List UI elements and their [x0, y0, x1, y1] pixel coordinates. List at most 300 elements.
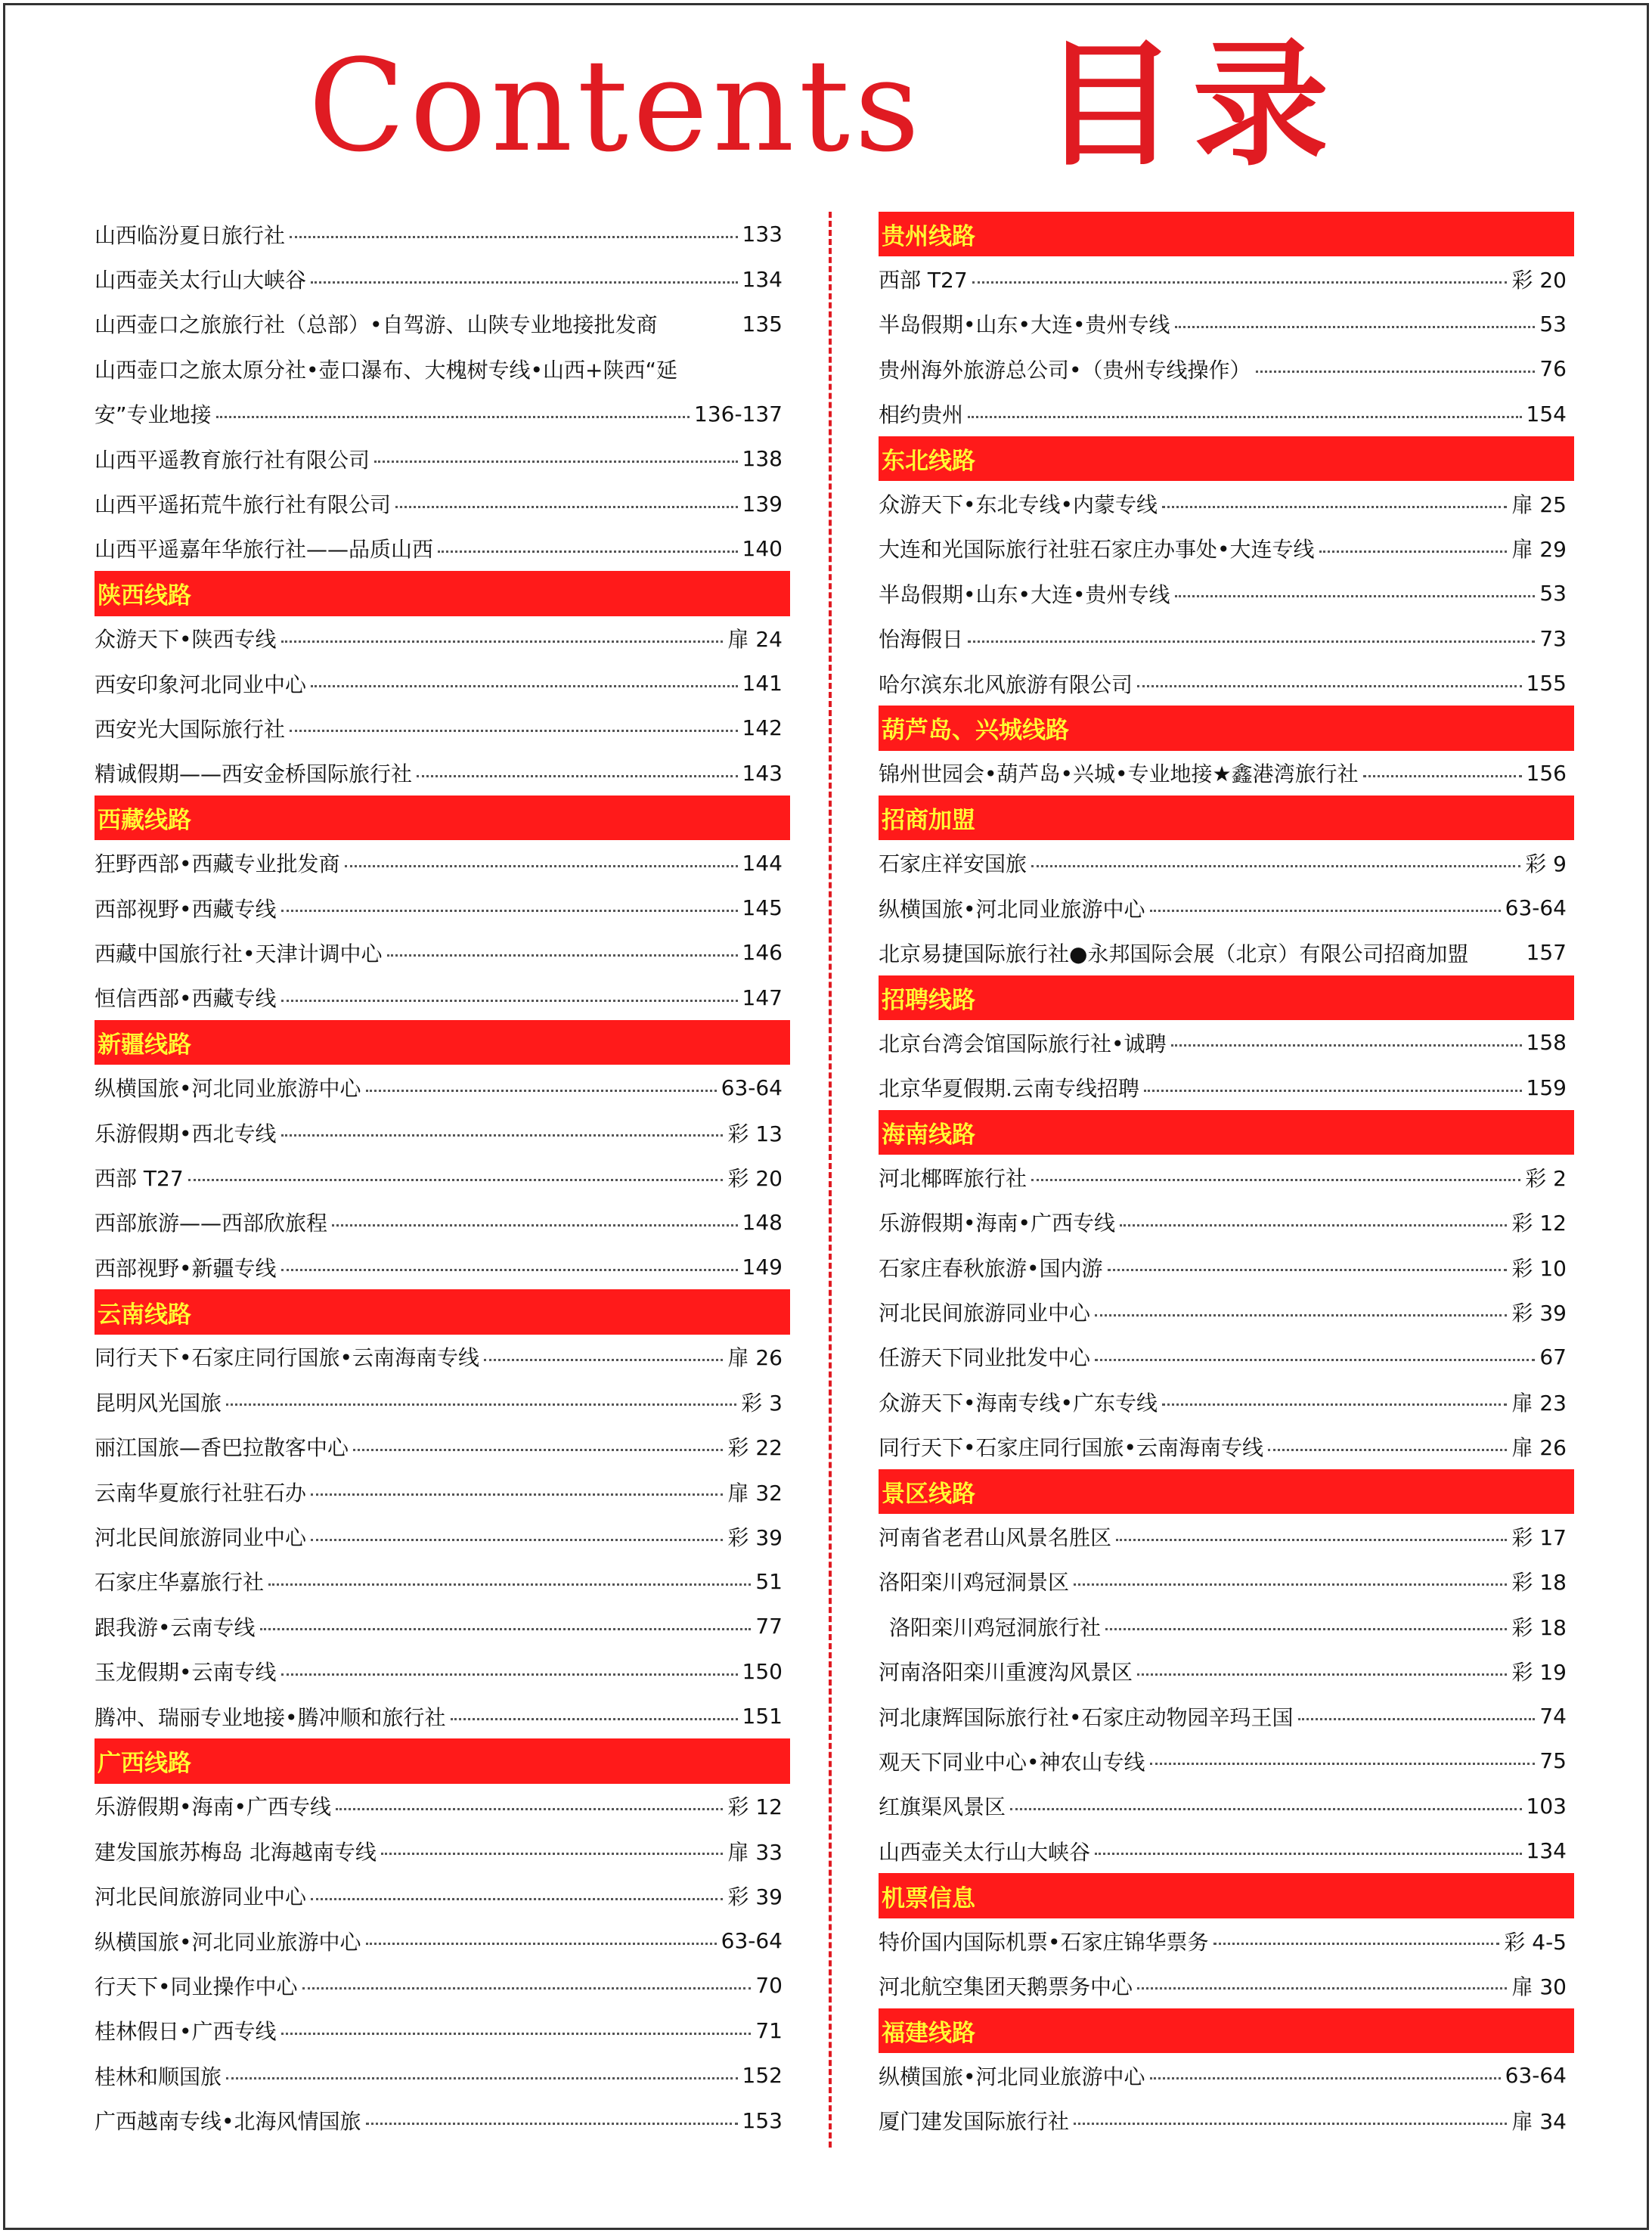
entry-title: 山西临汾夏日旅行社 [95, 222, 286, 248]
leader-dots [216, 416, 690, 418]
toc-entry[interactable] [879, 1694, 1567, 1738]
entry-page: 67 [1539, 1344, 1567, 1369]
toc-entry[interactable] [95, 1065, 783, 1109]
toc-entry[interactable] [95, 256, 783, 301]
entry-title: 特价国内国际机票•石家庄锦华票务 [879, 1929, 1209, 1955]
entry-title: 石家庄华嘉旅行社 [95, 1570, 265, 1596]
entry-title: 乐游假期•海南•广西专线 [95, 1794, 332, 1820]
entry-title: 纵横国旅•河北同业旅游中心 [879, 896, 1145, 922]
leader-dots [387, 954, 738, 957]
entry-page: 彩 39 [1511, 1301, 1567, 1326]
leader-dots [226, 2077, 738, 2079]
toc-entry[interactable] [95, 1918, 783, 1963]
leader-dots [345, 865, 738, 867]
leader-dots [281, 1269, 738, 1271]
leader-dots [1105, 1628, 1507, 1630]
entry-page: 53 [1539, 311, 1567, 337]
leader-dots [1175, 326, 1536, 328]
entry-page: 71 [755, 2017, 783, 2043]
entry-page: 扉 34 [1511, 2109, 1567, 2135]
entry-page: 145 [742, 895, 783, 921]
leader-dots [1137, 1673, 1507, 1676]
toc-entry[interactable] [95, 661, 783, 706]
toc-entry[interactable] [95, 751, 783, 796]
toc-entry[interactable] [95, 1694, 783, 1738]
entry-title: 河北航空集团天鹅票务中心 [879, 1974, 1133, 1999]
leader-dots [353, 1449, 723, 1451]
toc-entry[interactable] [95, 616, 783, 661]
leader-dots [451, 1718, 738, 1720]
entry-page: 彩 39 [727, 1884, 783, 1910]
toc-entry[interactable] [879, 1020, 1567, 1065]
leader-dots [366, 2123, 738, 2125]
entry-page: 彩 12 [1511, 1211, 1567, 1236]
entry-title: 精诚假期——西安金桥国际旅行社 [95, 761, 413, 787]
toc-entry[interactable] [879, 346, 1567, 391]
entry-title: 相约贵州 [879, 402, 964, 428]
entry-page: 彩 18 [1511, 1570, 1567, 1596]
toc-right-column [879, 212, 1567, 2143]
entry-page: 156 [1526, 760, 1567, 786]
leader-dots [1268, 1449, 1507, 1451]
entry-page: 扉 26 [1511, 1435, 1567, 1461]
entry-page: 扉 29 [1511, 537, 1567, 563]
entry-title: 大连和光国际旅行社驻石家庄办事处•大连专线 [879, 537, 1315, 563]
section-heading: 贵州线路 [879, 212, 1574, 256]
entry-page: 135 [742, 311, 783, 337]
entry-title: 西安光大国际旅行社 [95, 716, 286, 742]
entry-page: 133 [742, 222, 783, 247]
entry-page: 140 [742, 535, 783, 561]
entry-title: 石家庄春秋旅游•国内游 [879, 1255, 1103, 1281]
leader-dots [1137, 1987, 1507, 1990]
leader-dots [438, 550, 738, 553]
toc-entry[interactable] [879, 2053, 1567, 2098]
title-english: Contents [308, 32, 925, 180]
entry-title: 河北康辉国际旅行社•石家庄动物园辛玛王国 [879, 1704, 1294, 1730]
leader-dots [1162, 506, 1507, 508]
toc-entry[interactable] [879, 1649, 1567, 1694]
leader-dots [1319, 550, 1508, 553]
leader-dots [311, 1493, 723, 1496]
leader-dots [1074, 2123, 1507, 2125]
title-chinese: 目录 [1041, 26, 1344, 185]
entry-page: 138 [742, 446, 783, 472]
entry-page: 彩 20 [1511, 268, 1567, 293]
entry-title: 怡海假日 [879, 627, 964, 653]
entry-title: 任游天下同业批发中心 [879, 1345, 1091, 1371]
entry-page: 扉 33 [727, 1839, 783, 1865]
entry-title: 洛阳栾川鸡冠洞旅行社 [889, 1614, 1102, 1640]
toc-entry[interactable] [879, 481, 1567, 526]
toc-entry[interactable] [879, 1738, 1567, 1783]
entry-title: 安”专业地接 [95, 402, 212, 428]
entry-title: 众游天下•海南专线•广东专线 [879, 1390, 1158, 1416]
entry-title: 贵州海外旅游总公司•（贵州专线操作） [879, 357, 1251, 383]
entry-title: 乐游假期•海南•广西专线 [879, 1211, 1116, 1236]
leader-dots [281, 2033, 752, 2035]
toc-entry[interactable] [879, 571, 1567, 616]
toc-entry[interactable] [879, 661, 1567, 706]
entry-title: 乐游假期•西北专线 [95, 1121, 277, 1146]
entry-title: 河北民间旅游同业中心 [95, 1525, 307, 1551]
entry-title: 哈尔滨东北风旅游有限公司 [879, 671, 1133, 697]
leader-dots [290, 236, 738, 238]
entry-page: 75 [1539, 1748, 1567, 1774]
toc-entry[interactable] [879, 526, 1567, 571]
entry-title: 山西壶关太行山大峡谷 [95, 268, 307, 293]
entry-title: 河北民间旅游同业中心 [95, 1884, 307, 1910]
toc-entry[interactable] [95, 1245, 783, 1289]
toc-entry[interactable] [95, 212, 783, 256]
entry-page: 53 [1539, 581, 1567, 606]
entry-title: 建发国旅苏梅岛 北海越南专线 [95, 1839, 377, 1865]
entry-title: 纵横国旅•河北同业旅游中心 [95, 1076, 361, 1102]
entry-page: 146 [742, 940, 783, 966]
leader-dots [374, 461, 738, 463]
leader-dots [311, 281, 738, 284]
toc-entry[interactable] [879, 1155, 1567, 1199]
entry-page: 彩 12 [727, 1794, 783, 1820]
entry-page: 152 [742, 2063, 783, 2089]
page-header [0, 26, 1652, 185]
entry-title: 河南省老君山风景名胜区 [879, 1525, 1112, 1551]
entry-page: 141 [742, 671, 783, 696]
entry-page: 151 [742, 1704, 783, 1729]
section-heading: 海南线路 [879, 1110, 1574, 1155]
entry-page: 63-64 [721, 1928, 783, 1954]
entry-page: 扉 25 [1511, 492, 1567, 518]
entry-page: 74 [1539, 1704, 1567, 1729]
entry-title: 山西壶关太行山大峡谷 [879, 1839, 1091, 1865]
leader-dots [311, 1898, 723, 1900]
toc-entry[interactable] [95, 1604, 783, 1648]
toc-entry[interactable] [95, 1873, 783, 1918]
entry-page: 彩 2 [1525, 1165, 1567, 1191]
entry-page: 扉 23 [1511, 1390, 1567, 1416]
toc-entry[interactable] [95, 302, 783, 346]
leader-dots [1150, 1763, 1536, 1765]
entry-page: 彩 39 [727, 1525, 783, 1551]
entry-page: 彩 17 [1511, 1525, 1567, 1551]
entry-title: 山西平遥拓荒牛旅行社有限公司 [95, 492, 392, 518]
leader-dots [1095, 1359, 1535, 1361]
entry-page: 70 [755, 1973, 783, 1999]
entry-page: 51 [755, 1568, 783, 1594]
toc-entry[interactable] [879, 930, 1567, 975]
leader-dots [1010, 1808, 1522, 1810]
toc-entry[interactable] [879, 1828, 1567, 1873]
entry-page: 彩 10 [1511, 1255, 1567, 1281]
leader-dots [1162, 1403, 1507, 1406]
toc-entry[interactable] [879, 392, 1567, 436]
section-heading: 陕西线路 [95, 571, 790, 616]
leader-dots [484, 1359, 723, 1361]
entry-page: 63-64 [1505, 2063, 1567, 2089]
toc-entry[interactable] [95, 706, 783, 750]
entry-page: 77 [755, 1614, 783, 1639]
toc-entry[interactable] [879, 1335, 1567, 1379]
toc-entry[interactable] [95, 526, 783, 571]
entry-title: 山西壶口之旅旅行社（总部）•自驾游、山陕专业地接批发商 [95, 312, 658, 338]
leader-dots [1074, 1583, 1507, 1586]
toc-entry[interactable] [95, 2053, 783, 2098]
leader-dots [366, 1943, 717, 1945]
entry-title: 众游天下•东北专线•内蒙专线 [879, 492, 1158, 518]
entry-page: 142 [742, 715, 783, 741]
entry-title: 桂林和顺国旅 [95, 2064, 222, 2089]
entry-title: 山西壶口之旅太原分社•壶口瀑布、大槐树专线•山西+陕西“延 [95, 357, 678, 383]
leader-dots [1108, 1269, 1508, 1271]
toc-entry[interactable] [879, 1514, 1567, 1558]
entry-title: 洛阳栾川鸡冠洞景区 [879, 1570, 1070, 1596]
entry-page: 153 [742, 2107, 783, 2133]
section-heading: 景区线路 [879, 1469, 1574, 1514]
section-heading: 葫芦岛、兴城线路 [879, 706, 1574, 750]
section-heading: 福建线路 [879, 2008, 1574, 2053]
leader-dots [332, 1224, 738, 1227]
toc-entry[interactable] [95, 930, 783, 975]
toc-entry[interactable] [879, 2098, 1567, 2142]
entry-title: 河北椰晖旅行社 [879, 1165, 1027, 1191]
entry-page: 63-64 [1505, 895, 1567, 921]
toc-entry[interactable] [879, 1200, 1567, 1245]
toc-entry[interactable] [95, 1828, 783, 1873]
leader-dots [302, 1987, 752, 1990]
toc-entry[interactable] [879, 302, 1567, 346]
entry-page: 155 [1526, 671, 1567, 696]
leader-dots [281, 1000, 738, 1002]
entry-title: 河南洛阳栾川重渡沟风景区 [879, 1660, 1133, 1686]
entry-page: 彩 3 [741, 1390, 783, 1416]
toc-entry[interactable] [95, 1155, 783, 1199]
toc-entry[interactable] [95, 436, 783, 481]
entry-title: 观天下同业中心•神农山专线 [879, 1749, 1145, 1775]
leader-dots [311, 685, 738, 687]
entry-title: 西藏中国旅行社•天津计调中心 [95, 941, 383, 966]
leader-dots [260, 1628, 752, 1630]
leader-dots [290, 730, 738, 732]
toc-entry[interactable] [879, 1379, 1567, 1424]
entry-title: 厦门建发国际旅行社 [879, 2109, 1070, 2135]
leader-dots [1213, 1943, 1500, 1945]
entry-title: 行天下•同业操作中心 [95, 1974, 298, 1999]
entry-title: 半岛假期•山东•大连•贵州专线 [879, 582, 1170, 607]
leader-dots [395, 506, 738, 508]
leader-dots [1144, 1090, 1522, 1092]
entry-page: 148 [742, 1209, 783, 1235]
leader-dots [1095, 1853, 1522, 1855]
leader-dots [336, 1808, 723, 1810]
toc-entry[interactable] [879, 1065, 1567, 1109]
leader-dots [281, 1134, 724, 1137]
entry-page: 154 [1526, 401, 1567, 426]
leader-dots [366, 1090, 717, 1092]
entry-title: 同行天下•石家庄同行国旅•云南海南专线 [879, 1435, 1264, 1461]
toc-entry[interactable] [879, 1425, 1567, 1469]
toc-entry[interactable] [95, 1963, 783, 2008]
section-heading: 云南线路 [95, 1289, 790, 1334]
toc-entry[interactable] [95, 1200, 783, 1245]
entry-title: 纵横国旅•河北同业旅游中心 [95, 1929, 361, 1955]
section-heading: 机票信息 [879, 1873, 1574, 1918]
entry-title: 北京华夏假期.云南专线招聘 [879, 1076, 1139, 1102]
toc-entry[interactable] [879, 1784, 1567, 1828]
leader-dots [1150, 2077, 1501, 2079]
leader-dots [281, 910, 738, 912]
leader-dots [968, 416, 1522, 418]
entry-title: 西部视野•新疆专线 [95, 1255, 277, 1281]
entry-title: 昆明风光国旅 [95, 1390, 222, 1416]
toc-entry[interactable] [879, 1604, 1567, 1648]
toc-entry[interactable] [95, 840, 783, 885]
leader-dots [311, 1539, 723, 1541]
entry-title: 红旗渠风景区 [879, 1794, 1006, 1820]
leader-dots [188, 1179, 724, 1181]
entry-title: 狂野西部•西藏专业批发商 [95, 851, 340, 877]
toc-entry[interactable] [879, 256, 1567, 301]
entry-title: 西部 T27 [879, 268, 968, 293]
section-heading: 东北线路 [879, 436, 1574, 481]
toc-entry[interactable] [879, 1289, 1567, 1334]
entry-title: 北京台湾会馆国际旅行社•诚聘 [879, 1031, 1167, 1056]
leader-dots [226, 1403, 736, 1406]
toc-entry[interactable] [95, 1559, 783, 1604]
toc-entry[interactable] [95, 1784, 783, 1828]
entry-page: 彩 9 [1525, 851, 1567, 877]
entry-page: 扉 26 [727, 1345, 783, 1371]
entry-title: 纵横国旅•河北同业旅游中心 [879, 2064, 1145, 2089]
section-heading: 招聘线路 [879, 975, 1574, 1020]
entry-page: 147 [742, 985, 783, 1010]
toc-entry[interactable] [879, 885, 1567, 930]
leader-dots [381, 1853, 724, 1855]
entry-page: 143 [742, 760, 783, 786]
entry-page: 134 [742, 266, 783, 292]
toc-entry[interactable] [879, 751, 1567, 796]
entry-title: 西部视野•西藏专线 [95, 896, 277, 922]
entry-title: 山西平遥教育旅行社有限公司 [95, 447, 370, 473]
entry-page: 扉 30 [1511, 1974, 1567, 1999]
entry-title: 众游天下•陕西专线 [95, 627, 277, 653]
entry-page: 76 [1539, 356, 1567, 382]
toc-entry[interactable] [95, 392, 783, 436]
leader-dots [968, 640, 1535, 643]
entry-page: 159 [1526, 1075, 1567, 1100]
leader-dots [1095, 1314, 1507, 1317]
toc-entry[interactable] [879, 1963, 1567, 2008]
entry-title: 恒信西部•西藏专线 [95, 986, 277, 1012]
leader-dots [1120, 1224, 1507, 1227]
entry-page: 彩 22 [727, 1435, 783, 1461]
toc-entry[interactable] [95, 2008, 783, 2053]
entry-page: 158 [1526, 1030, 1567, 1056]
leader-dots [972, 281, 1508, 284]
toc-entry[interactable] [95, 1335, 783, 1379]
entry-page: 彩 13 [727, 1121, 783, 1146]
entry-title: 跟我游•云南专线 [95, 1614, 256, 1640]
leader-dots [1150, 910, 1501, 912]
entry-page: 150 [742, 1658, 783, 1684]
leader-dots [1171, 1044, 1522, 1047]
section-heading: 广西线路 [95, 1738, 790, 1783]
toc-entry[interactable] [95, 2098, 783, 2142]
entry-title: 锦州世园会•葫芦岛•兴城•专业地接★鑫港湾旅行社 [879, 761, 1359, 787]
leader-dots [268, 1583, 751, 1586]
entry-title: 桂林假日•广西专线 [95, 2019, 277, 2045]
leader-dots [1116, 1539, 1507, 1541]
leader-dots [1363, 775, 1522, 777]
entry-title: 北京易捷国际旅行社●永邦国际会展（北京）有限公司招商加盟 [879, 941, 1469, 966]
entry-title: 河北民间旅游同业中心 [879, 1301, 1091, 1326]
section-heading: 新疆线路 [95, 1020, 790, 1065]
toc-entry[interactable] [95, 1110, 783, 1155]
entry-title: 同行天下•石家庄同行国旅•云南海南专线 [95, 1345, 480, 1371]
entry-page: 73 [1539, 625, 1567, 651]
entry-title: 石家庄祥安国旅 [879, 851, 1027, 877]
leader-dots [281, 1673, 738, 1676]
entry-title: 山西平遥嘉年华旅行社——品质山西 [95, 537, 434, 563]
entry-page: 彩 18 [1511, 1614, 1567, 1640]
toc-entry[interactable] [95, 1469, 783, 1514]
toc-entry[interactable] [95, 1514, 783, 1558]
entry-page: 103 [1526, 1793, 1567, 1819]
toc-left-column [95, 212, 783, 2143]
leader-dots [1175, 595, 1536, 597]
toc-entry[interactable] [95, 975, 783, 1020]
entry-page: 144 [742, 850, 783, 876]
toc-entry[interactable] [879, 1918, 1567, 1963]
leader-dots [417, 775, 738, 777]
entry-page: 扉 32 [727, 1480, 783, 1506]
entry-page: 157 [1526, 940, 1567, 966]
section-heading: 招商加盟 [879, 796, 1574, 840]
toc-entry[interactable] [95, 1649, 783, 1694]
toc-entry[interactable] [879, 840, 1567, 885]
entry-page: 149 [742, 1255, 783, 1280]
entry-page: 139 [742, 491, 783, 516]
leader-dots [1256, 371, 1536, 373]
toc-entry[interactable] [95, 1425, 783, 1469]
leader-dots [1031, 1179, 1520, 1181]
toc-entry[interactable] [95, 885, 783, 930]
entry-title: 半岛假期•山东•大连•贵州专线 [879, 312, 1170, 338]
entry-title: 西安印象河北同业中心 [95, 671, 307, 697]
toc-entry[interactable] [95, 481, 783, 526]
toc-entry[interactable] [95, 346, 783, 391]
toc-entry[interactable] [95, 1379, 783, 1424]
column-divider [829, 212, 832, 2148]
leader-dots [281, 640, 724, 643]
toc-entry[interactable] [879, 616, 1567, 661]
leader-dots [1298, 1718, 1536, 1720]
section-heading: 西藏线路 [95, 796, 790, 840]
entry-title: 广西越南专线•北海风情国旅 [95, 2109, 361, 2135]
entry-title: 西部旅游——西部欣旅程 [95, 1211, 328, 1236]
entry-page: 134 [1526, 1838, 1567, 1864]
entry-title: 玉龙假期•云南专线 [95, 1660, 277, 1686]
toc-entry[interactable] [879, 1559, 1567, 1604]
entry-title: 丽江国旅—香巴拉散客中心 [95, 1435, 349, 1461]
leader-dots [1031, 865, 1520, 867]
entry-page: 63-64 [721, 1075, 783, 1100]
toc-entry[interactable] [879, 1245, 1567, 1289]
entry-page: 彩 20 [727, 1165, 783, 1191]
entry-title: 云南华夏旅行社驻石办 [95, 1480, 307, 1506]
leader-dots [1137, 685, 1522, 687]
entry-title: 腾冲、瑞丽专业地接•腾冲顺和旅行社 [95, 1704, 446, 1730]
entry-page: 扉 24 [727, 627, 783, 653]
